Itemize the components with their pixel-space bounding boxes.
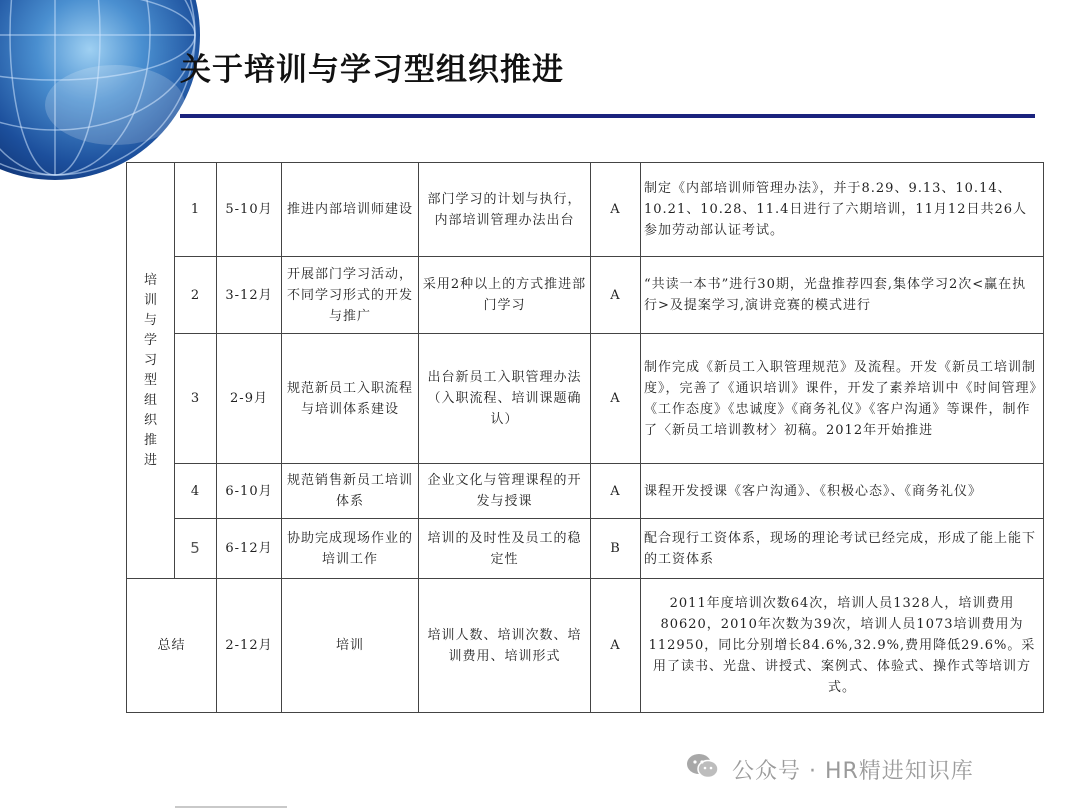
row-number: 1 — [175, 163, 217, 257]
side-label-char: 进 — [143, 452, 157, 468]
side-label-char: 训 — [143, 292, 157, 308]
summary-content: 培训人数、培训次数、培训费用、培训形式 — [419, 579, 591, 713]
row-content: 企业文化与管理课程的开发与授课 — [419, 464, 591, 519]
table-row — [127, 257, 1044, 334]
side-label-char: 型 — [143, 372, 157, 388]
row-number: 2 — [175, 257, 217, 334]
row-grade: B — [591, 519, 641, 579]
side-label-char: 推 — [143, 432, 157, 448]
row-number: 4 — [175, 464, 217, 519]
row-period: 5-10月 — [217, 163, 282, 257]
row-content: 培训的及时性及员工的稳定性 — [419, 519, 591, 579]
side-label-char: 织 — [143, 412, 157, 428]
side-label-char: 学 — [143, 332, 157, 348]
side-label-char: 习 — [143, 352, 157, 368]
table-row — [127, 334, 1044, 464]
wechat-icon — [686, 752, 720, 786]
side-label-char: 与 — [143, 312, 157, 328]
row-period: 3-12月 — [217, 257, 282, 334]
row-item: 推进内部培训师建设 — [282, 163, 419, 257]
row-result: “共读一本书”进行30期，光盘推荐四套,集体学习2次<赢在执行>及提案学习,演讲竞赛的模式进行 — [641, 257, 1044, 334]
summary-item: 培训 — [282, 579, 419, 713]
page-title: 关于培训与学习型组织推进 — [180, 52, 564, 88]
row-content: 部门学习的计划与执行， 内部培训管理办法出台 — [419, 163, 591, 257]
side-label-char: 组 — [143, 392, 157, 408]
row-item: 开展部门学习活动，不同学习形式的开发与推广 — [282, 257, 419, 334]
row-grade: A — [591, 257, 641, 334]
row-grade: A — [591, 163, 641, 257]
side-label — [127, 163, 175, 579]
row-result: 课程开发授课《客户沟通》、《积极心态》、《商务礼仪》 — [641, 464, 1044, 519]
side-label-char: 培 — [143, 272, 157, 288]
summary-result: 2011年度培训次数64次，培训人员1328人，培训费用80620，2010年次数为39次，培训人员1073培训费用为112950，同比分别增长84.6%,32.9%,费用降低29.6%。采用了读书、光盘、讲授式、案例式、体验式、操作式等培训方式。 — [641, 579, 1044, 713]
watermark — [686, 752, 974, 786]
row-result: 制定《内部培训师管理办法》，并于8.29、9.13、10.14、10.21、10.28、11.4日进行了六期培训，11月12日共26人参加劳动部认证考试。 — [641, 163, 1044, 257]
summary-label: 总结 — [127, 579, 217, 713]
row-number: 5 — [175, 519, 217, 579]
training-table — [126, 162, 1044, 713]
row-period: 2-9月 — [217, 334, 282, 464]
table-row — [127, 519, 1044, 579]
row-content: 采用2种以上的方式推进部门学习 — [419, 257, 591, 334]
row-result: 制作完成《新员工入职管理规范》及流程。开发《新员工培训制度》，完善了《通识培训》课件，开发了素养培训中《时间管理》《工作态度》《忠诚度》《商务礼仪》《客户沟通》等课件，制作了〈新员工培训教材〉初稿。2012年开始推进 — [641, 334, 1044, 464]
row-item: 协助完成现场作业的培训工作 — [282, 519, 419, 579]
row-item: 规范新员工入职流程与培训体系建设 — [282, 334, 419, 464]
row-content: 出台新员工入职管理办法（入职流程、培训课题确认） — [419, 334, 591, 464]
watermark-text: 公众号 · HR精进知识库 — [732, 758, 974, 784]
summary-period: 2-12月 — [217, 579, 282, 713]
summary-grade: A — [591, 579, 641, 713]
row-item: 规范销售新员工培训体系 — [282, 464, 419, 519]
row-number: 3 — [175, 334, 217, 464]
footer-divider — [175, 806, 287, 808]
table-row — [127, 464, 1044, 519]
row-grade: A — [591, 464, 641, 519]
side-label-text — [130, 271, 171, 471]
globe-icon — [0, 0, 200, 180]
row-period: 6-12月 — [217, 519, 282, 579]
summary-row — [127, 579, 1044, 713]
row-grade: A — [591, 334, 641, 464]
row-period: 6-10月 — [217, 464, 282, 519]
row-result: 配合现行工资体系，现场的理论考试已经完成，形成了能上能下的工资体系 — [641, 519, 1044, 579]
table-row — [127, 163, 1044, 257]
title-underline — [180, 114, 1035, 118]
